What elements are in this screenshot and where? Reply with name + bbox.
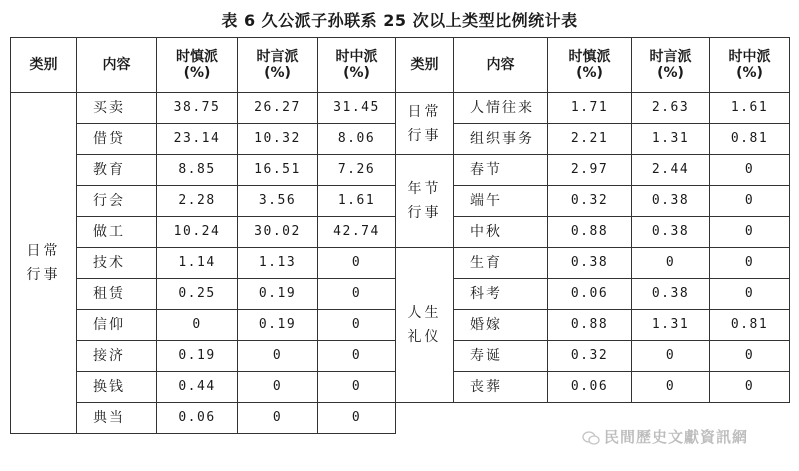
watermark xyxy=(582,426,748,447)
cell-value: 1.71 xyxy=(548,93,632,124)
row-name: 生育 xyxy=(454,248,548,279)
row-name: 典当 xyxy=(77,403,157,434)
header-content: 内容 xyxy=(77,38,157,93)
table-row xyxy=(11,93,790,124)
header-col4: 时慎派 (%) xyxy=(548,38,632,93)
cell-value: 0.81 xyxy=(710,310,790,341)
row-name: 中秋 xyxy=(454,217,548,248)
cell-value: 3.56 xyxy=(238,186,318,217)
cell-value: 0.81 xyxy=(710,124,790,155)
cell-value: 30.02 xyxy=(238,217,318,248)
cell-value: 0 xyxy=(710,155,790,186)
cell-value: 0 xyxy=(710,217,790,248)
cell-value: 0 xyxy=(710,372,790,403)
header-category: 类别 xyxy=(11,38,77,93)
wechat-icon xyxy=(582,431,600,445)
row-name: 端午 xyxy=(454,186,548,217)
row-name: 接济 xyxy=(77,341,157,372)
row-name: 技术 xyxy=(77,248,157,279)
header-col6: 时中派 (%) xyxy=(710,38,790,93)
cell-value: 0.19 xyxy=(157,341,238,372)
cell-value: 7.26 xyxy=(318,155,396,186)
cell-value: 0 xyxy=(710,186,790,217)
cell-value: 10.32 xyxy=(238,124,318,155)
cell-value: 0.38 xyxy=(632,186,710,217)
cell-value: 1.13 xyxy=(238,248,318,279)
header-col2: 时言派 (%) xyxy=(238,38,318,93)
cell-value: 0.38 xyxy=(548,248,632,279)
header-content-2: 内容 xyxy=(454,38,548,93)
cell-value: 0 xyxy=(710,248,790,279)
cell-value: 1.31 xyxy=(632,310,710,341)
cell-value: 0.19 xyxy=(238,279,318,310)
cell-value: 0.06 xyxy=(548,279,632,310)
cell-value: 1.61 xyxy=(318,186,396,217)
cell-value: 0 xyxy=(318,310,396,341)
row-name: 人情往来 xyxy=(454,93,548,124)
cell-value: 0.19 xyxy=(238,310,318,341)
cell-value: 1.14 xyxy=(157,248,238,279)
cell-value: 31.45 xyxy=(318,93,396,124)
cell-value: 0 xyxy=(632,372,710,403)
cell-value: 1.61 xyxy=(710,93,790,124)
cell-value: 2.44 xyxy=(632,155,710,186)
cell-value: 0 xyxy=(238,372,318,403)
row-name: 租赁 xyxy=(77,279,157,310)
cell-value: 10.24 xyxy=(157,217,238,248)
row-name: 买卖 xyxy=(77,93,157,124)
cell-value: 1.31 xyxy=(632,124,710,155)
cell-value: 16.51 xyxy=(238,155,318,186)
cell-value: 0 xyxy=(238,403,318,434)
header-col3: 时中派 (%) xyxy=(318,38,396,93)
table-row xyxy=(11,248,790,279)
cell-value: 0.32 xyxy=(548,186,632,217)
row-name: 组织事务 xyxy=(454,124,548,155)
cell-value: 0.06 xyxy=(157,403,238,434)
row-name: 科考 xyxy=(454,279,548,310)
cell-value: 0.38 xyxy=(632,279,710,310)
cell-value: 26.27 xyxy=(238,93,318,124)
row-name: 信仰 xyxy=(77,310,157,341)
row-name: 借贷 xyxy=(77,124,157,155)
cell-value: 0.06 xyxy=(548,372,632,403)
row-name: 教育 xyxy=(77,155,157,186)
cell-value: 0 xyxy=(710,279,790,310)
cell-value: 0 xyxy=(318,341,396,372)
row-name: 丧葬 xyxy=(454,372,548,403)
cell-value: 0.25 xyxy=(157,279,238,310)
cell-value: 0.88 xyxy=(548,310,632,341)
left-category-cell: 日常 行事 xyxy=(11,93,77,434)
cell-value: 2.28 xyxy=(157,186,238,217)
cell-value: 8.06 xyxy=(318,124,396,155)
header-col5: 时言派 (%) xyxy=(632,38,710,93)
cell-value: 0 xyxy=(318,279,396,310)
header-row xyxy=(11,38,790,93)
cell-value: 23.14 xyxy=(157,124,238,155)
cell-value: 2.97 xyxy=(548,155,632,186)
cell-value: 0.44 xyxy=(157,372,238,403)
table-row xyxy=(11,155,790,186)
row-name: 婚嫁 xyxy=(454,310,548,341)
watermark-text: 民間歷史文獻資訊網 xyxy=(604,428,749,446)
cell-value: 0 xyxy=(318,372,396,403)
cell-value: 38.75 xyxy=(157,93,238,124)
cell-value: 0.32 xyxy=(548,341,632,372)
statistics-table xyxy=(10,37,790,434)
row-name: 寿诞 xyxy=(454,341,548,372)
table-title: 表 6 久公派子孙联系 25 次以上类型比例统计表 xyxy=(221,11,578,30)
cell-value: 0.88 xyxy=(548,217,632,248)
header-category-2: 类别 xyxy=(396,38,454,93)
cell-value: 0 xyxy=(710,341,790,372)
cell-value: 0.38 xyxy=(632,217,710,248)
cell-value: 0 xyxy=(632,341,710,372)
cell-value: 0 xyxy=(632,248,710,279)
right-category-cell: 人生 礼仪 xyxy=(396,248,454,403)
row-name: 春节 xyxy=(454,155,548,186)
right-category-cell: 年节 行事 xyxy=(396,155,454,248)
cell-value: 0 xyxy=(157,310,238,341)
cell-value: 0 xyxy=(318,403,396,434)
cell-value: 0 xyxy=(318,248,396,279)
cell-value: 42.74 xyxy=(318,217,396,248)
header-col1: 时慎派 (%) xyxy=(157,38,238,93)
cell-value: 2.21 xyxy=(548,124,632,155)
row-name: 换钱 xyxy=(77,372,157,403)
row-name: 做工 xyxy=(77,217,157,248)
row-name: 行会 xyxy=(77,186,157,217)
cell-value: 2.63 xyxy=(632,93,710,124)
right-category-cell: 日常 行事 xyxy=(396,93,454,155)
cell-value: 0 xyxy=(238,341,318,372)
cell-value: 8.85 xyxy=(157,155,238,186)
